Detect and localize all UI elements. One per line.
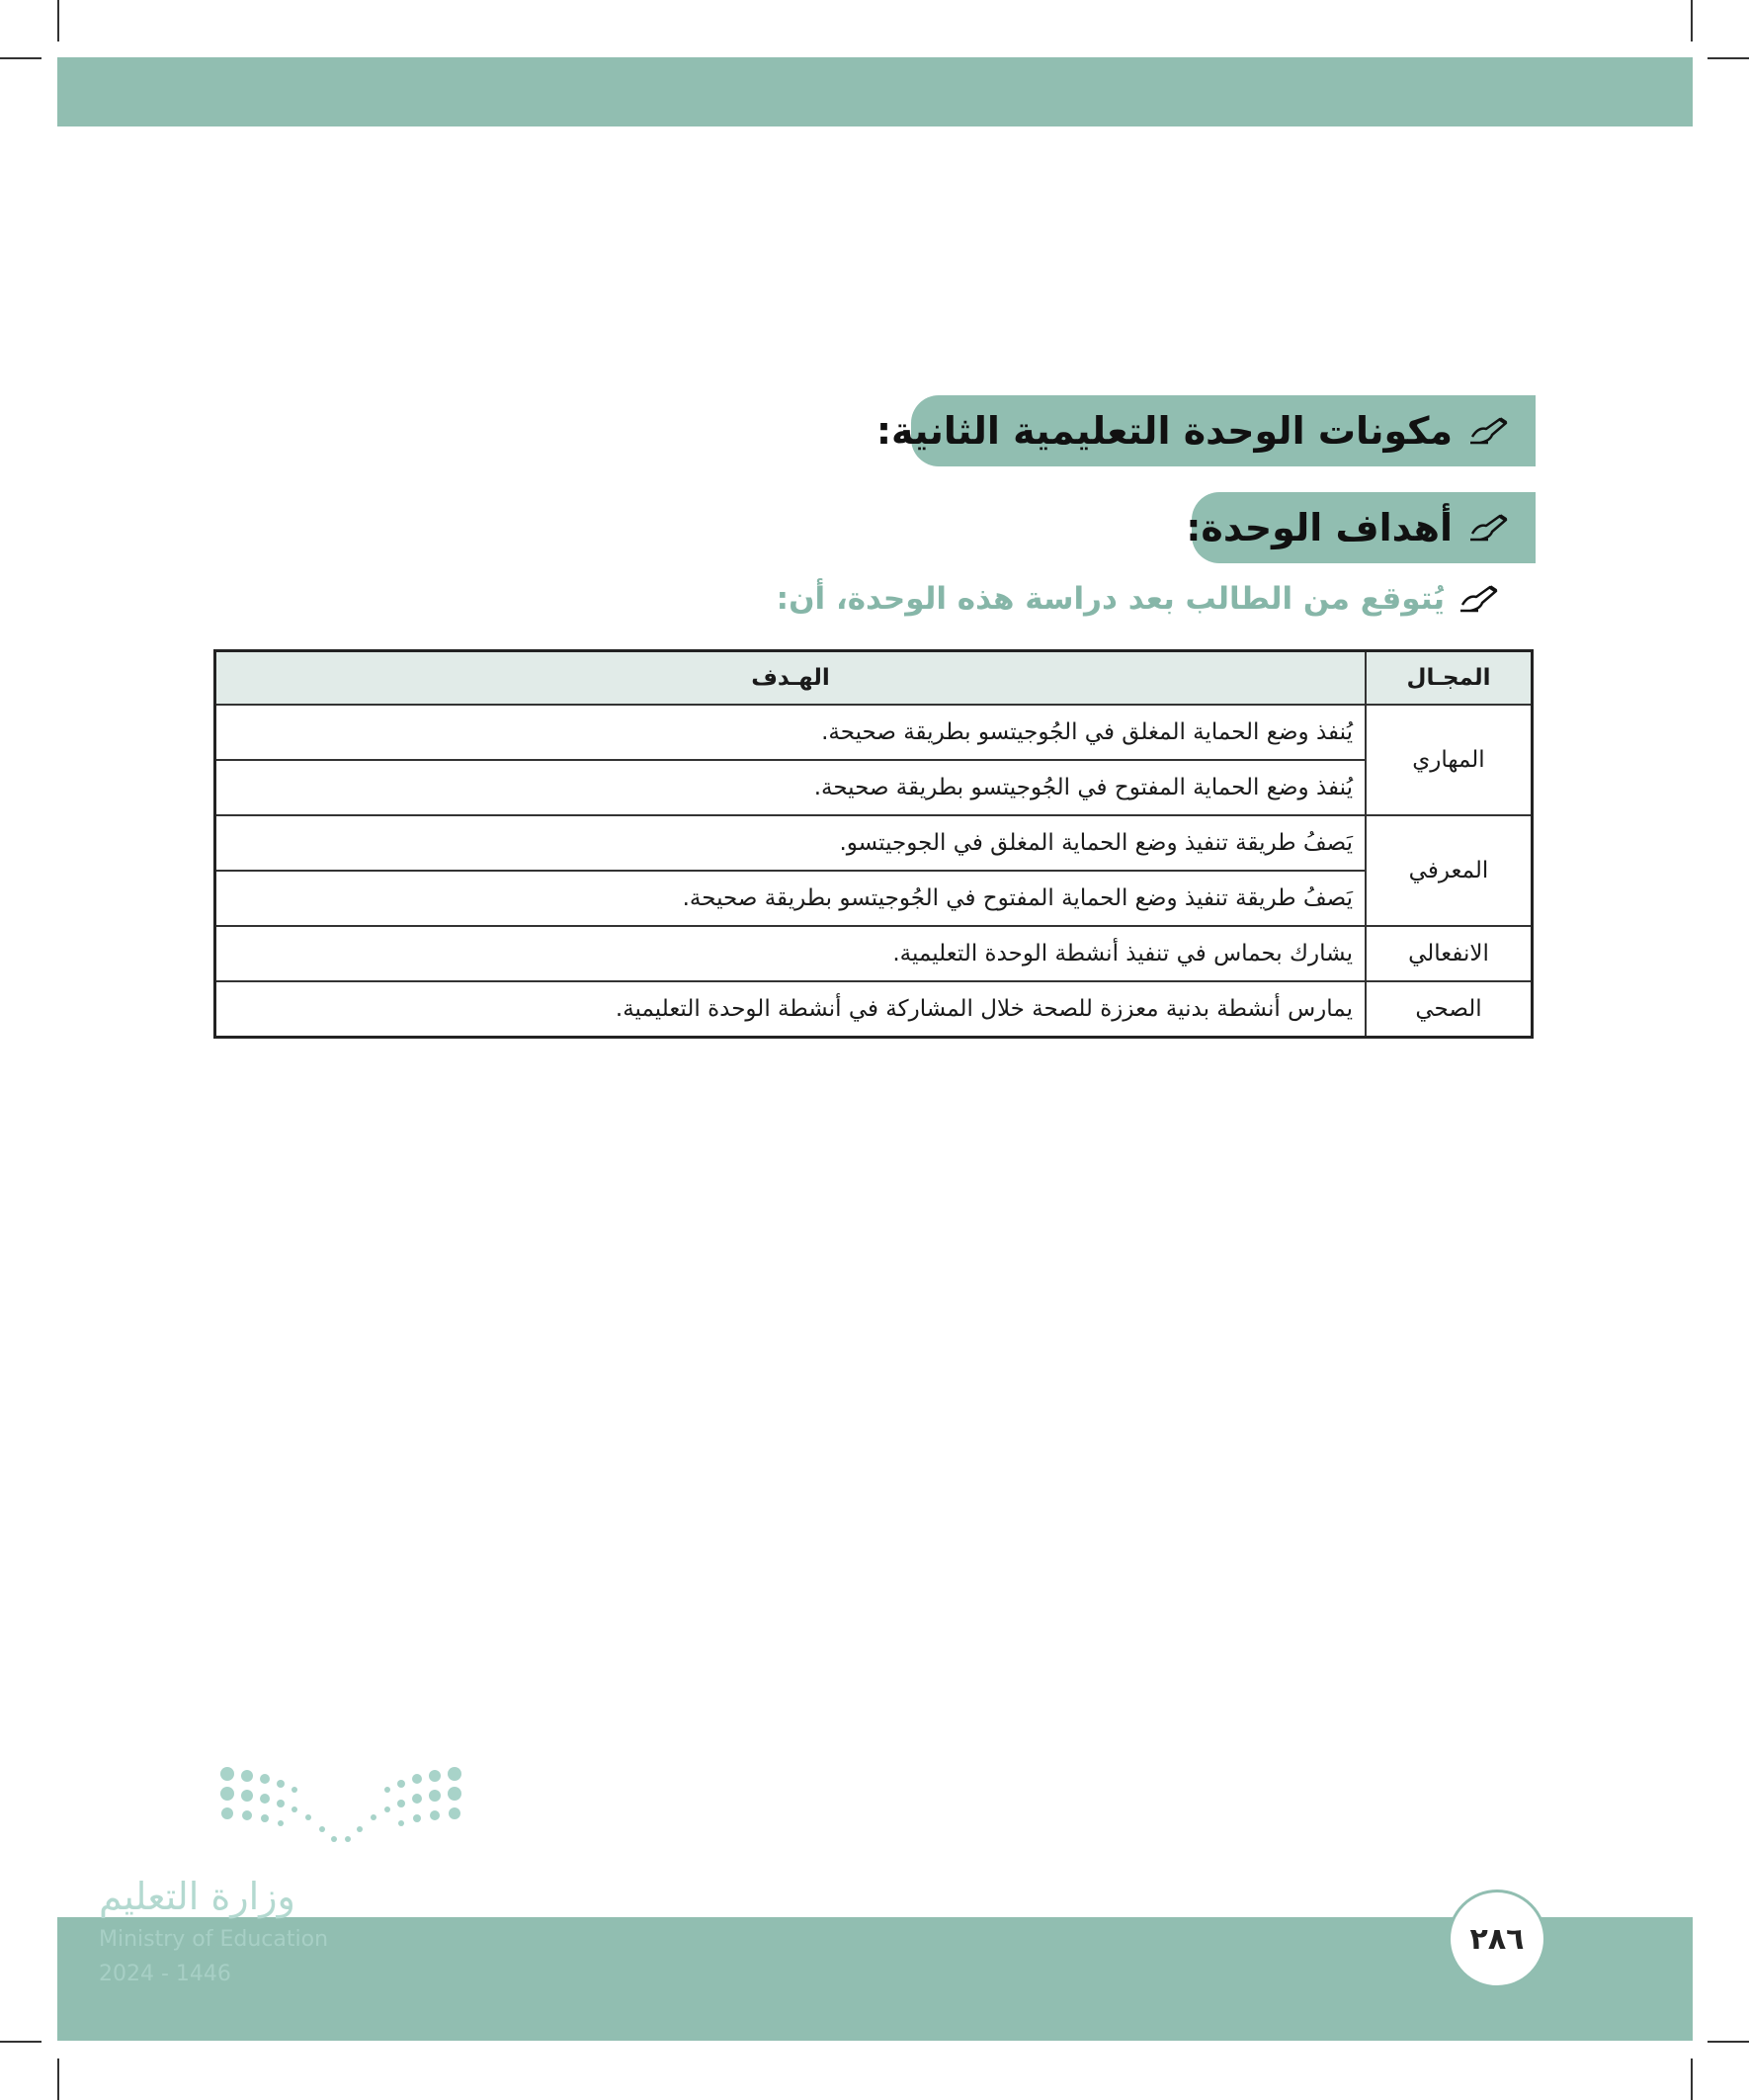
goal-cell: يُنفذ وضع الحماية المغلق في الجُوجيتسو بطريقة صحيحة. <box>215 705 1367 760</box>
section-title-pill <box>875 395 1536 466</box>
table-row <box>215 871 1533 926</box>
crop-mark <box>1707 57 1749 59</box>
crop-mark <box>0 57 42 59</box>
logo-english-text: Ministry of Education <box>99 1927 329 1952</box>
header-band <box>57 57 1693 126</box>
domain-cell: المعرفي <box>1366 815 1533 926</box>
table-row <box>215 926 1533 981</box>
section-title: مكونات الوحدة التعليمية الثانية: <box>875 409 1453 453</box>
logo-arabic-text: وزارة التعليم <box>99 1875 295 1918</box>
goal-cell: يُنفذ وضع الحماية المفتوح في الجُوجيتسو بطريقة صحيحة. <box>215 760 1367 815</box>
writing-hand-icon <box>1466 413 1512 449</box>
header-domain: المجـال <box>1366 651 1533 706</box>
crop-mark <box>1691 0 1693 42</box>
header-goal: الهـدف <box>215 651 1367 706</box>
subsection-title-pill <box>1186 492 1536 563</box>
table-row <box>215 815 1533 871</box>
crop-mark <box>1691 2058 1693 2100</box>
domain-cell: الصحي <box>1366 981 1533 1038</box>
logo-dots-icon <box>217 1764 464 1853</box>
goal-cell: يَصفُ طريقة تنفيذ وضع الحماية المفتوح في الجُوجيتسو بطريقة صحيحة. <box>215 871 1367 926</box>
crop-mark <box>57 0 59 42</box>
crop-mark <box>57 2058 59 2100</box>
writing-hand-icon <box>1457 581 1502 617</box>
goals-table <box>213 649 1534 1039</box>
domain-cell: المهاري <box>1366 705 1533 815</box>
goal-cell: يمارس أنشطة بدنية معززة للصحة خلال المشاركة في أنشطة الوحدة التعليمية. <box>215 981 1367 1038</box>
logo-year-text: 2024 - 1446 <box>99 1962 231 1986</box>
writing-hand-icon <box>1466 510 1512 546</box>
subsection-title: أهداف الوحدة: <box>1186 506 1453 549</box>
intro-line <box>776 581 1502 617</box>
intro-text: يُتوقع من الطالب بعد دراسة هذه الوحدة، أن: <box>776 581 1445 617</box>
crop-mark <box>1707 2041 1749 2043</box>
crop-mark <box>0 2041 42 2043</box>
table-row <box>215 981 1533 1038</box>
table-row <box>215 760 1533 815</box>
table-row <box>215 705 1533 760</box>
table-header-row <box>215 651 1533 706</box>
page-number: ٢٨٦ <box>1448 1890 1546 1988</box>
goal-cell: يشارك بحماس في تنفيذ أنشطة الوحدة التعليمية. <box>215 926 1367 981</box>
domain-cell: الانفعالي <box>1366 926 1533 981</box>
goal-cell: يَصفُ طريقة تنفيذ وضع الحماية المغلق في الجوجيتسو. <box>215 815 1367 871</box>
